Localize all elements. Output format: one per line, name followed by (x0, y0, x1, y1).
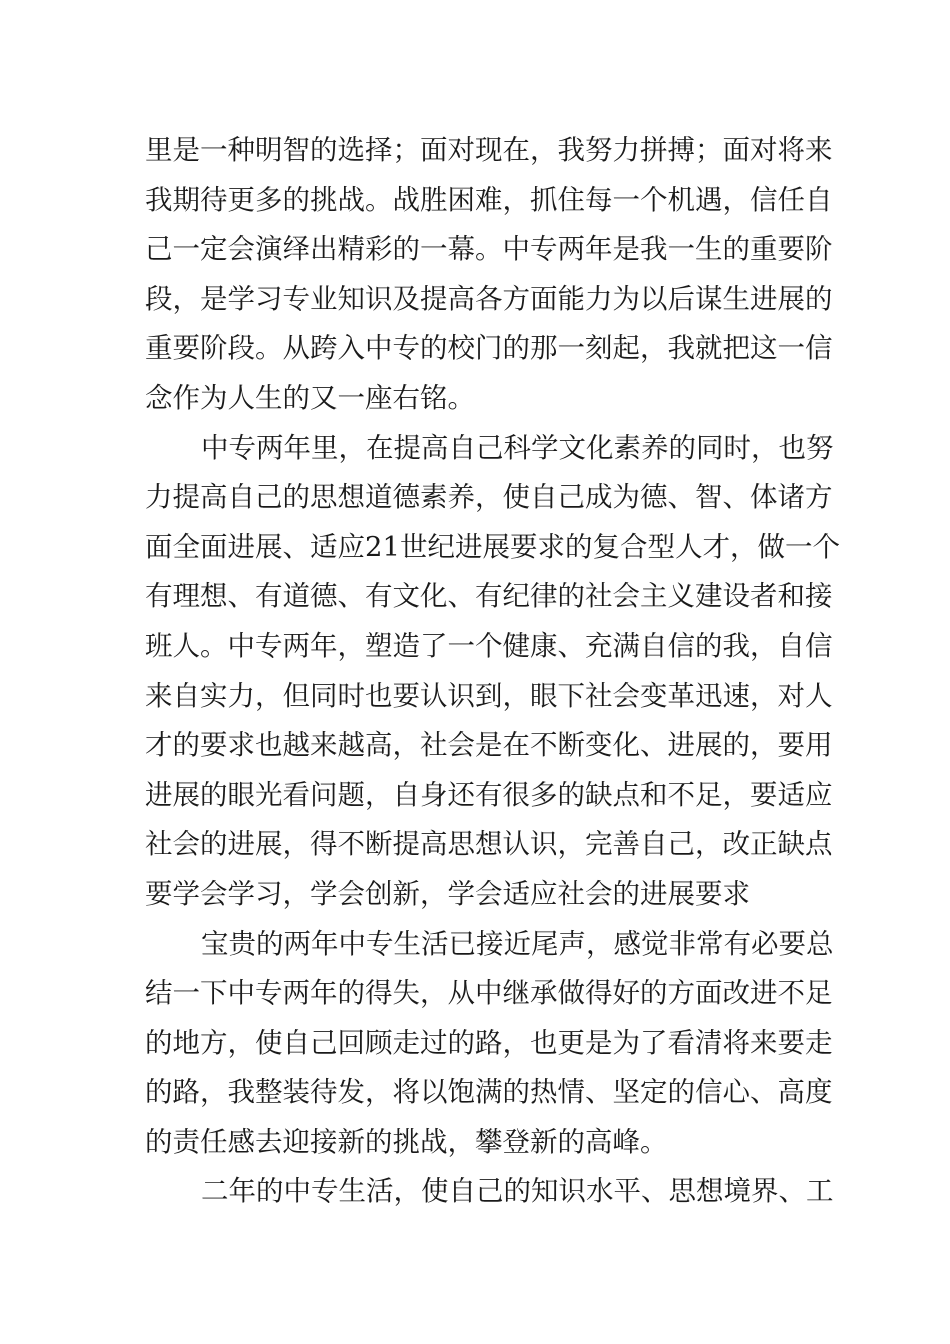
paragraph-first-line: 中专两年里，在提高自己科学文化素养的同时，也努 (201, 431, 834, 464)
text-line: 社会的进展，得不断提高思想认识，完善自己，改正缺点 (145, 828, 833, 861)
text-line: 我期待更多的挑战。战胜困难，抓住每一个机遇，信任自 (145, 183, 833, 216)
text-line: 念作为人生的又一座右铭。 (145, 381, 475, 414)
text-line: 进展的眼光看问题，自身还有很多的缺点和不足，要适应 (145, 778, 833, 811)
text-line: 班人。中专两年，塑造了一个健康、充满自信的我，自信 (145, 629, 833, 662)
text-line: 来自实力，但同时也要认识到，眼下社会变革迅速，对人 (145, 679, 833, 712)
text-line: 的地方，使自己回顾走过的路，也更是为了看清将来要走 (145, 1026, 833, 1059)
text-line: 里是一种明智的选择；面对现在，我努力拼搏；面对将来 (145, 134, 833, 166)
text-line: 才的要求也越来越高，社会是在不断变化、进展的，要用 (145, 729, 833, 762)
text-line: 要学会学习，学会创新，学会适应社会的进展要求 (145, 877, 750, 910)
text-line: 的路，我整装待发，将以饱满的热情、坚定的信心、高度 (145, 1076, 833, 1109)
text-line: 面全面进展、适应21世纪进展要求的复合型人才，做一个 (145, 530, 840, 563)
paragraph-first-line: 二年的中专生活，使自己的知识水平、思想境界、工 (201, 1175, 834, 1208)
document-body (145, 126, 840, 1217)
text-line: 结一下中专两年的得失，从中继承做得好的方面改进不足 (145, 977, 833, 1010)
text-line: 有理想、有道德、有文化、有纪律的社会主义建设者和接 (145, 580, 833, 613)
paragraph-first-line: 宝贵的两年中专生活已接近尾声，感觉非常有必要总 (201, 927, 834, 960)
text-line: 己一定会演绎出精彩的一幕。中专两年是我一生的重要阶 (145, 233, 833, 266)
text-line: 重要阶段。从跨入中专的校门的那一刻起，我就把这一信 (145, 332, 833, 365)
text-line: 力提高自己的思想道德素养，使自己成为德、智、体诸方 (145, 481, 833, 514)
text-line: 的责任感去迎接新的挑战，攀登新的高峰。 (145, 1125, 668, 1158)
text-line: 段，是学习专业知识及提高各方面能力为以后谋生进展的 (145, 282, 833, 315)
